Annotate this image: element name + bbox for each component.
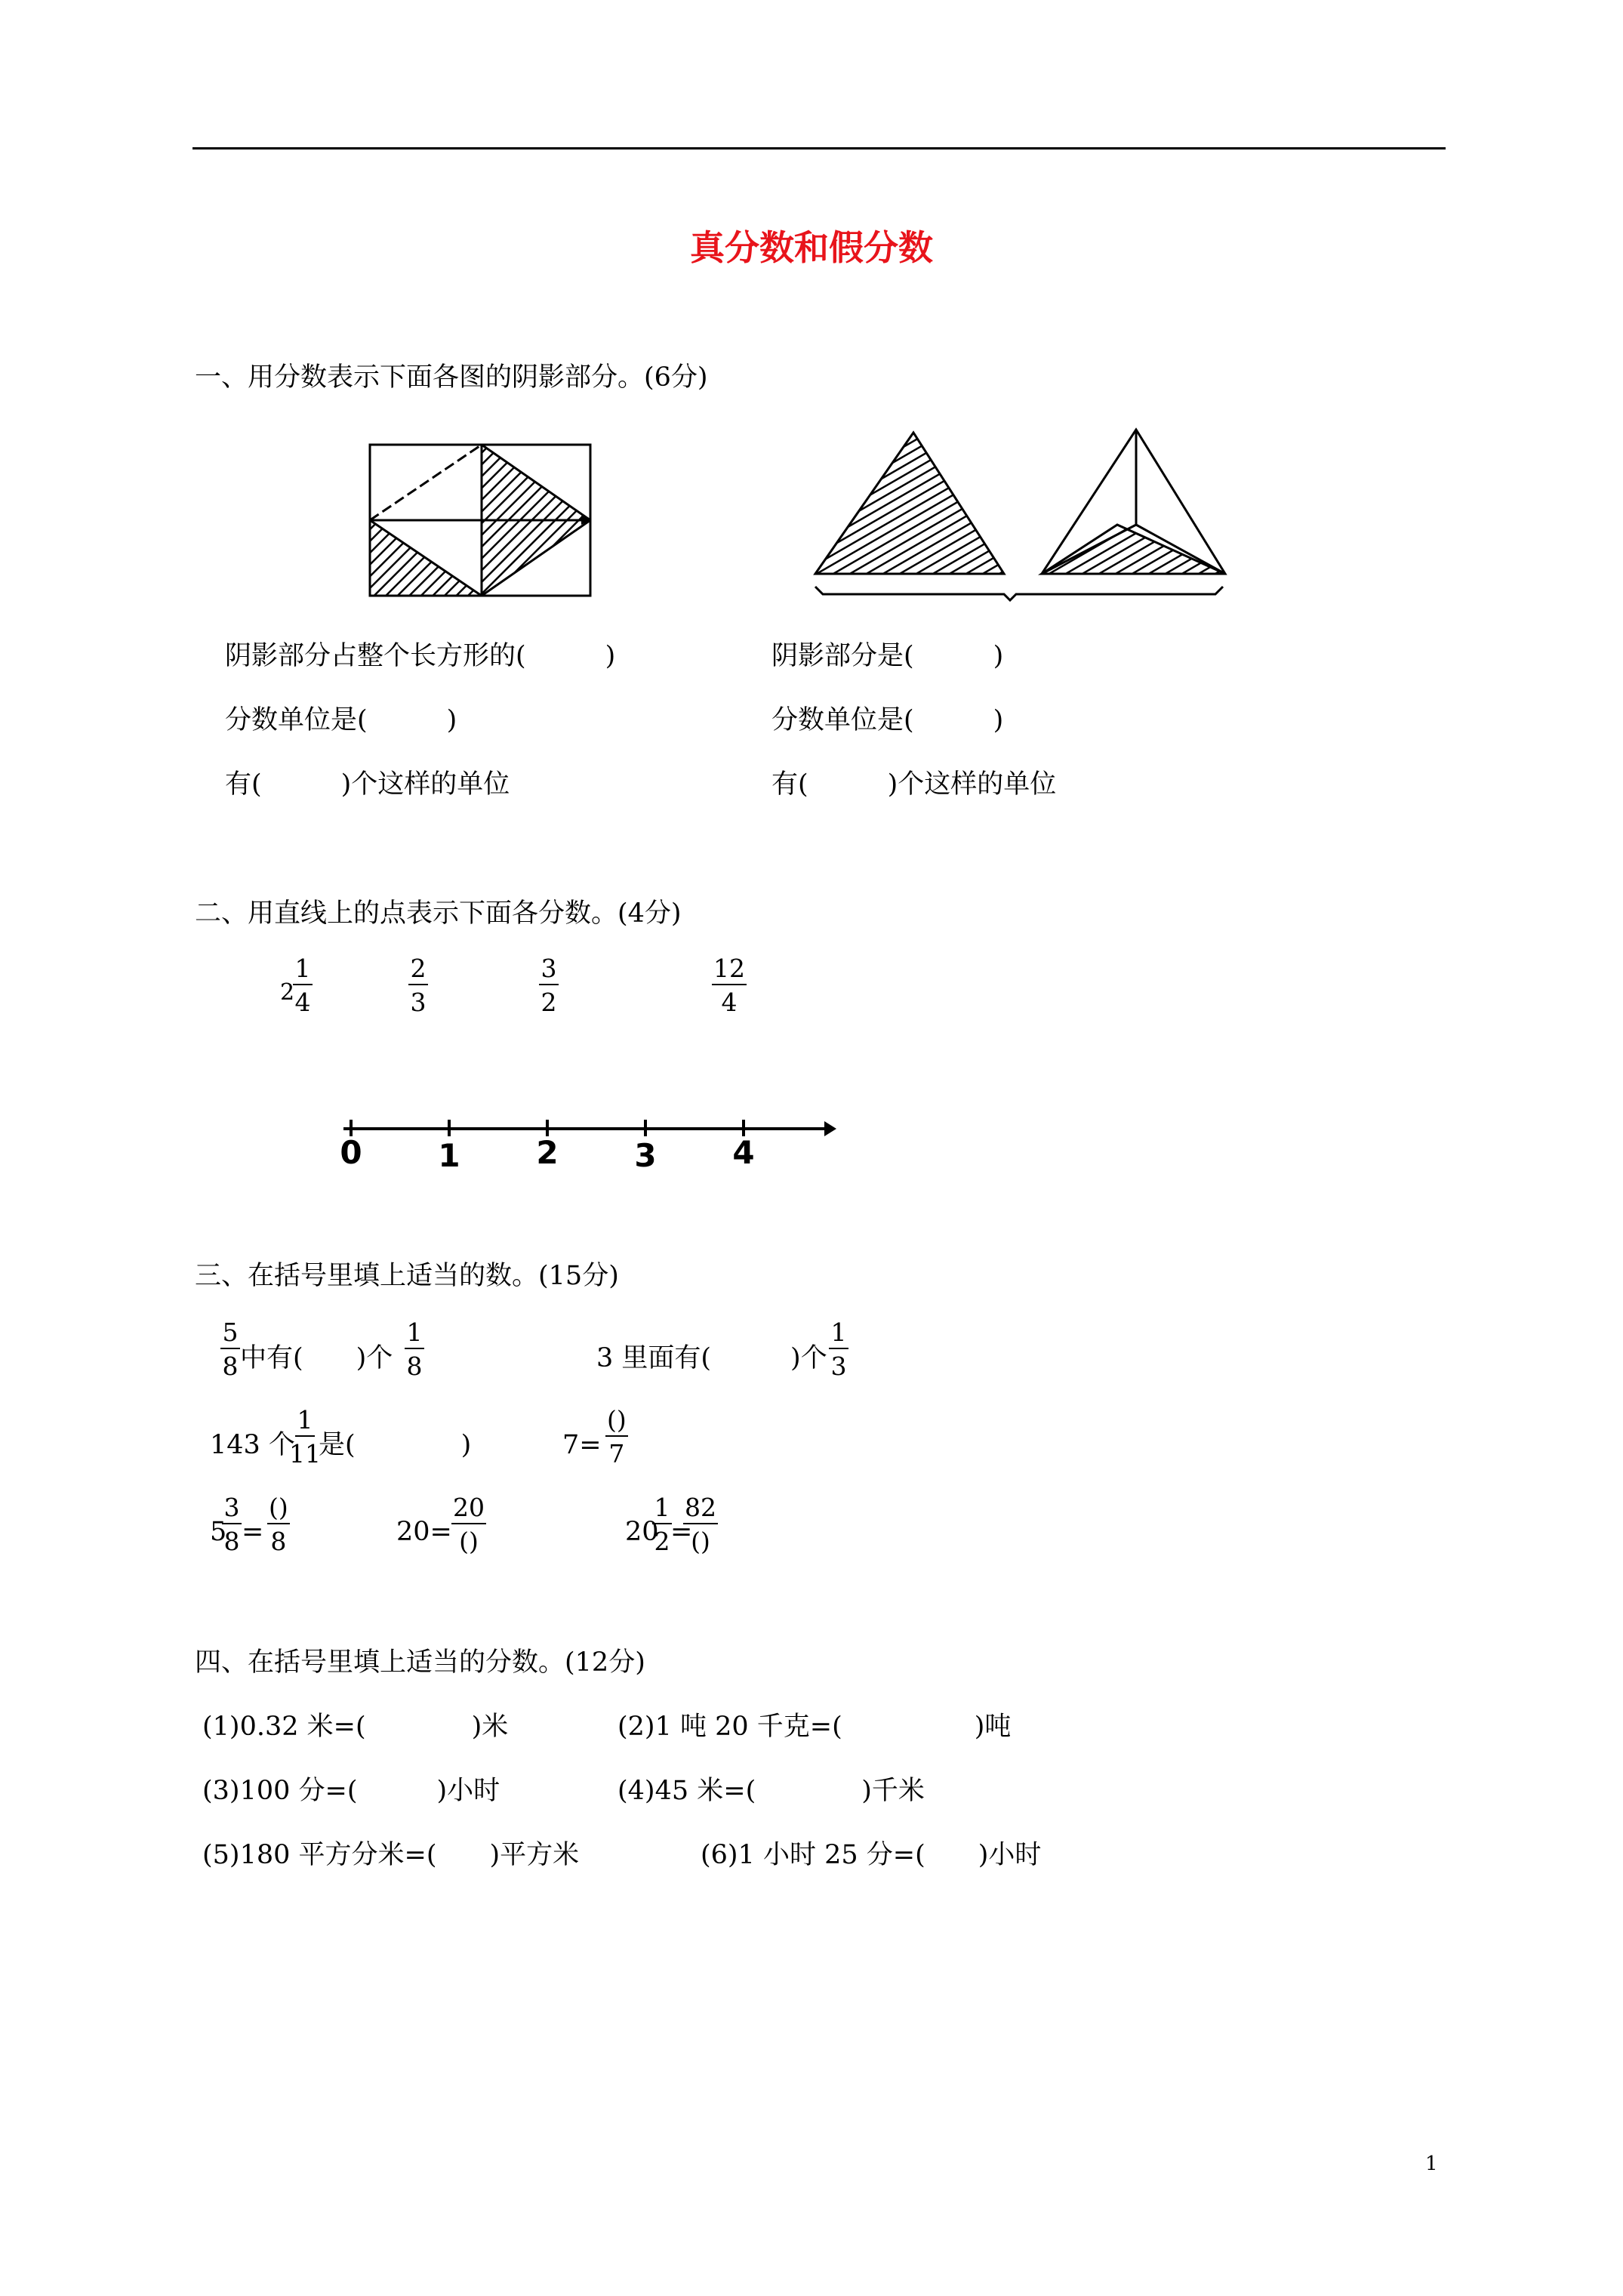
triangles-figure [804, 427, 1238, 608]
section-2-heading: 二、用直线上的点表示下面各分数。(4分) [195, 898, 682, 929]
s3-q7-whole: 20 [625, 1517, 659, 1547]
number-line-label: 2 [536, 1134, 559, 1171]
s3-q7-fraction-b: 82 () [685, 1493, 716, 1556]
shaded-triangle-left [815, 433, 1004, 574]
section-3-heading: 三、在括号里填上适当的数。(15分) [195, 1261, 619, 1291]
page-number: 1 [1425, 2153, 1438, 2175]
s3-q1-fraction-a: $\frac{5}{8}$ [220, 1320, 240, 1379]
number-line-label: 4 [732, 1134, 755, 1171]
s3-q3-post: 是( ) [319, 1430, 472, 1460]
brace [815, 587, 1223, 600]
s3-q3-pre: 143 个 [210, 1430, 295, 1460]
number-line-label: 0 [340, 1134, 362, 1171]
fraction-3: $\frac{3}{2}$ [539, 956, 559, 1015]
number-line-arrow [824, 1121, 836, 1136]
number-line [332, 1106, 845, 1182]
s1-left-line2: 分数单位是( ) [225, 705, 457, 735]
s3-q2-fraction: $\frac{1}{3}$ [829, 1320, 848, 1379]
fraction-4: $\frac{12}{4}$ [713, 954, 745, 1017]
section-1-heading: 一、用分数表示下面各图的阴影部分。(6分) [195, 362, 708, 393]
s4-item-4: (4)45 米=( )千米 [617, 1776, 925, 1806]
s3-q1-text: 中有( )个 [240, 1343, 393, 1373]
s4-item-3: (3)100 分=( )小时 [202, 1776, 500, 1806]
rectangle-figure [362, 442, 596, 600]
s4-item-2: (2)1 吨 20 千克=( )吨 [617, 1712, 1012, 1742]
s4-item-6: (6)1 小时 25 分=( )小时 [701, 1840, 1042, 1870]
s3-q7-equals: = [670, 1517, 693, 1547]
s1-left-line1: 阴影部分占整个长方形的( ) [225, 641, 616, 671]
page-title: 真分数和假分数 [690, 227, 933, 268]
s3-q6-fraction: 20 () [453, 1493, 485, 1556]
s3-q4-fraction: () 7 [607, 1405, 627, 1469]
s3-q2-text: 3 里面有( )个 [596, 1343, 827, 1373]
s3-q5-fraction-a: $\frac{3}{8}$ [222, 1495, 242, 1554]
s3-q1-fraction-b: $\frac{1}{8}$ [405, 1320, 424, 1379]
s3-q5-whole: 5 [210, 1517, 227, 1547]
s3-q7-fraction-a: $\frac{1}{2}$ [652, 1495, 672, 1554]
header-rule [192, 147, 1446, 149]
number-line-label: 1 [438, 1137, 460, 1174]
s1-right-line1: 阴影部分是( ) [771, 641, 1004, 671]
s4-item-5: (5)180 平方分米=( )平方米 [202, 1840, 580, 1870]
s4-item-1: (1)0.32 米=( )米 [202, 1712, 509, 1742]
mixed-whole: 2 [280, 979, 295, 1006]
s3-q6-pre: 20= [396, 1517, 452, 1547]
number-line-label: 3 [634, 1137, 657, 1174]
s3-q4-pre: 7= [562, 1430, 602, 1460]
s1-left-line3: 有( )个这样的单位 [225, 769, 510, 800]
s3-q3-fraction: $\frac{1}{11}$ [289, 1405, 321, 1469]
s3-q5-fraction-b: () 8 [269, 1493, 288, 1556]
fraction-2: $\frac{2}{3}$ [408, 956, 428, 1015]
s1-right-line3: 有( )个这样的单位 [771, 769, 1057, 800]
s1-right-line2: 分数单位是( ) [771, 705, 1004, 735]
s3-q5-equals: = [242, 1517, 264, 1547]
section-4-heading: 四、在括号里填上适当的分数。(12分) [195, 1647, 645, 1678]
fraction-1: $\frac{1}{4}$ [293, 956, 313, 1015]
